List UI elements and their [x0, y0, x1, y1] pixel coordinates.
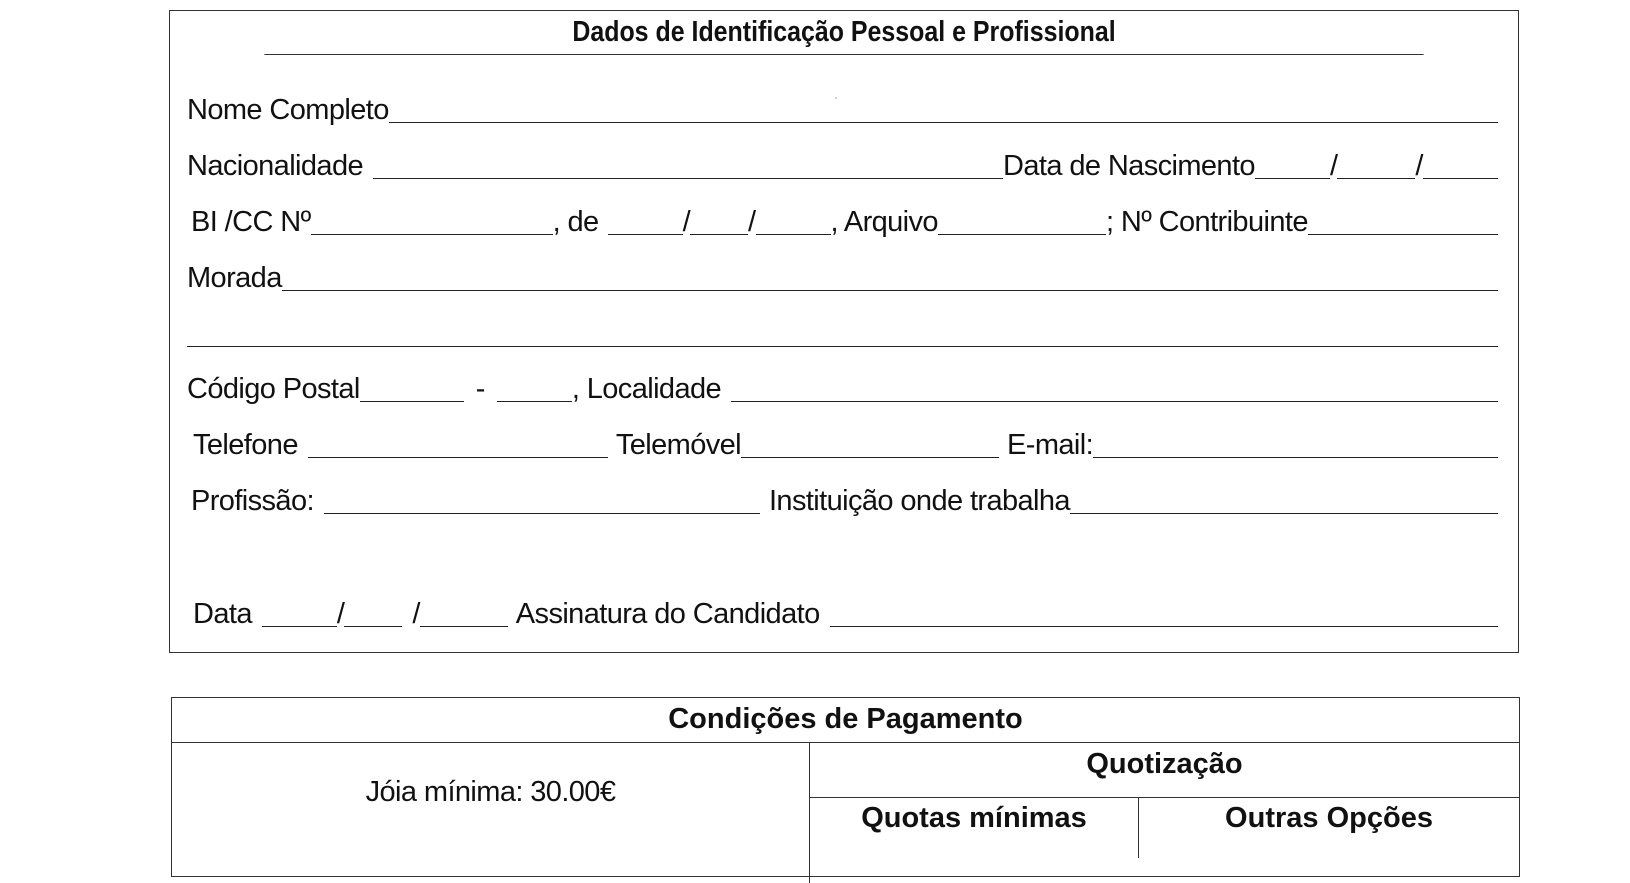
field-morada-2[interactable]	[187, 346, 1498, 347]
row-assinatura	[193, 591, 1498, 631]
row-morada-2	[187, 311, 1498, 351]
field-nascimento-ano[interactable]	[1423, 178, 1498, 179]
field-contribuinte[interactable]	[1308, 234, 1498, 235]
label-arquivo: , Arquivo	[830, 206, 938, 238]
field-bi[interactable]	[311, 234, 553, 235]
slash: /	[1415, 150, 1423, 182]
label-nome: Nome Completo	[187, 94, 389, 126]
slash: /	[336, 598, 345, 630]
row-telefone	[193, 422, 1498, 462]
hyphen: -	[475, 373, 485, 405]
field-codigo-postal-2[interactable]	[497, 401, 572, 402]
field-nacionalidade[interactable]	[373, 178, 1003, 179]
section-title: Condições de Pagamento	[172, 698, 1519, 743]
label-data: Data	[193, 598, 252, 630]
field-telefone[interactable]	[308, 457, 608, 458]
field-bi-mes[interactable]	[690, 234, 748, 235]
label-email: E-mail:	[1007, 429, 1094, 461]
quotas-minimas-header: Quotas mínimas	[810, 798, 1139, 858]
field-localidade[interactable]	[731, 401, 1498, 402]
label-data-nascimento: Data de Nascimento	[1003, 150, 1255, 182]
label-telefone: Telefone	[193, 429, 298, 461]
slash: /	[412, 598, 420, 630]
field-nascimento-mes[interactable]	[1337, 178, 1415, 179]
joia-text: Jóia mínima: 30.00€	[365, 776, 616, 808]
row-bi	[191, 199, 1498, 239]
label-telemovel: Telemóvel	[615, 429, 742, 461]
field-data-mes[interactable]	[344, 626, 402, 627]
label-localidade: , Localidade	[571, 373, 722, 405]
label-nacionalidade: Nacionalidade	[187, 150, 363, 182]
label-assinatura: Assinatura do Candidato	[515, 598, 820, 630]
label-contribuinte: ; Nº Contribuinte	[1105, 206, 1308, 238]
personal-data-section	[169, 10, 1519, 653]
row-profissao	[191, 478, 1498, 518]
field-assinatura[interactable]	[830, 626, 1498, 627]
field-bi-ano[interactable]	[756, 234, 831, 235]
field-profissao[interactable]	[324, 513, 760, 514]
quotizacao-header: Quotização	[810, 743, 1519, 798]
field-morada[interactable]	[282, 290, 1498, 291]
field-email[interactable]	[1093, 457, 1498, 458]
field-codigo-postal-1[interactable]	[360, 401, 464, 402]
row-morada	[187, 255, 1498, 295]
field-bi-dia[interactable]	[608, 234, 683, 235]
field-telemovel[interactable]	[741, 457, 999, 458]
field-nome[interactable]	[389, 122, 1498, 123]
field-data-dia[interactable]	[262, 626, 337, 627]
label-bi: BI /CC Nº	[191, 206, 311, 238]
slash: /	[748, 206, 756, 238]
payment-section	[171, 697, 1520, 877]
row-nacionalidade	[187, 143, 1498, 183]
quotizacao-cell	[810, 743, 1519, 858]
label-codigo-postal: Código Postal	[187, 373, 360, 405]
label-instituicao: Instituição onde trabalha	[768, 485, 1070, 517]
row-nome	[187, 87, 1498, 127]
slash: /	[682, 206, 691, 238]
label-de: , de	[552, 206, 599, 238]
quotas-subheader	[810, 798, 1519, 858]
row-codigo-postal	[187, 366, 1498, 406]
label-morada: Morada	[187, 262, 282, 294]
field-data-ano[interactable]	[420, 626, 508, 627]
slash: /	[1329, 150, 1338, 182]
outras-opcoes-header: Outras Opções	[1225, 802, 1433, 834]
field-arquivo[interactable]	[938, 234, 1106, 235]
joia-cell	[172, 743, 810, 883]
section-title: Dados de Identificação Pessoal e Profissional	[264, 11, 1423, 55]
field-nascimento-dia[interactable]	[1255, 178, 1330, 179]
field-instituicao[interactable]	[1070, 513, 1498, 514]
label-profissao: Profissão:	[191, 485, 314, 517]
